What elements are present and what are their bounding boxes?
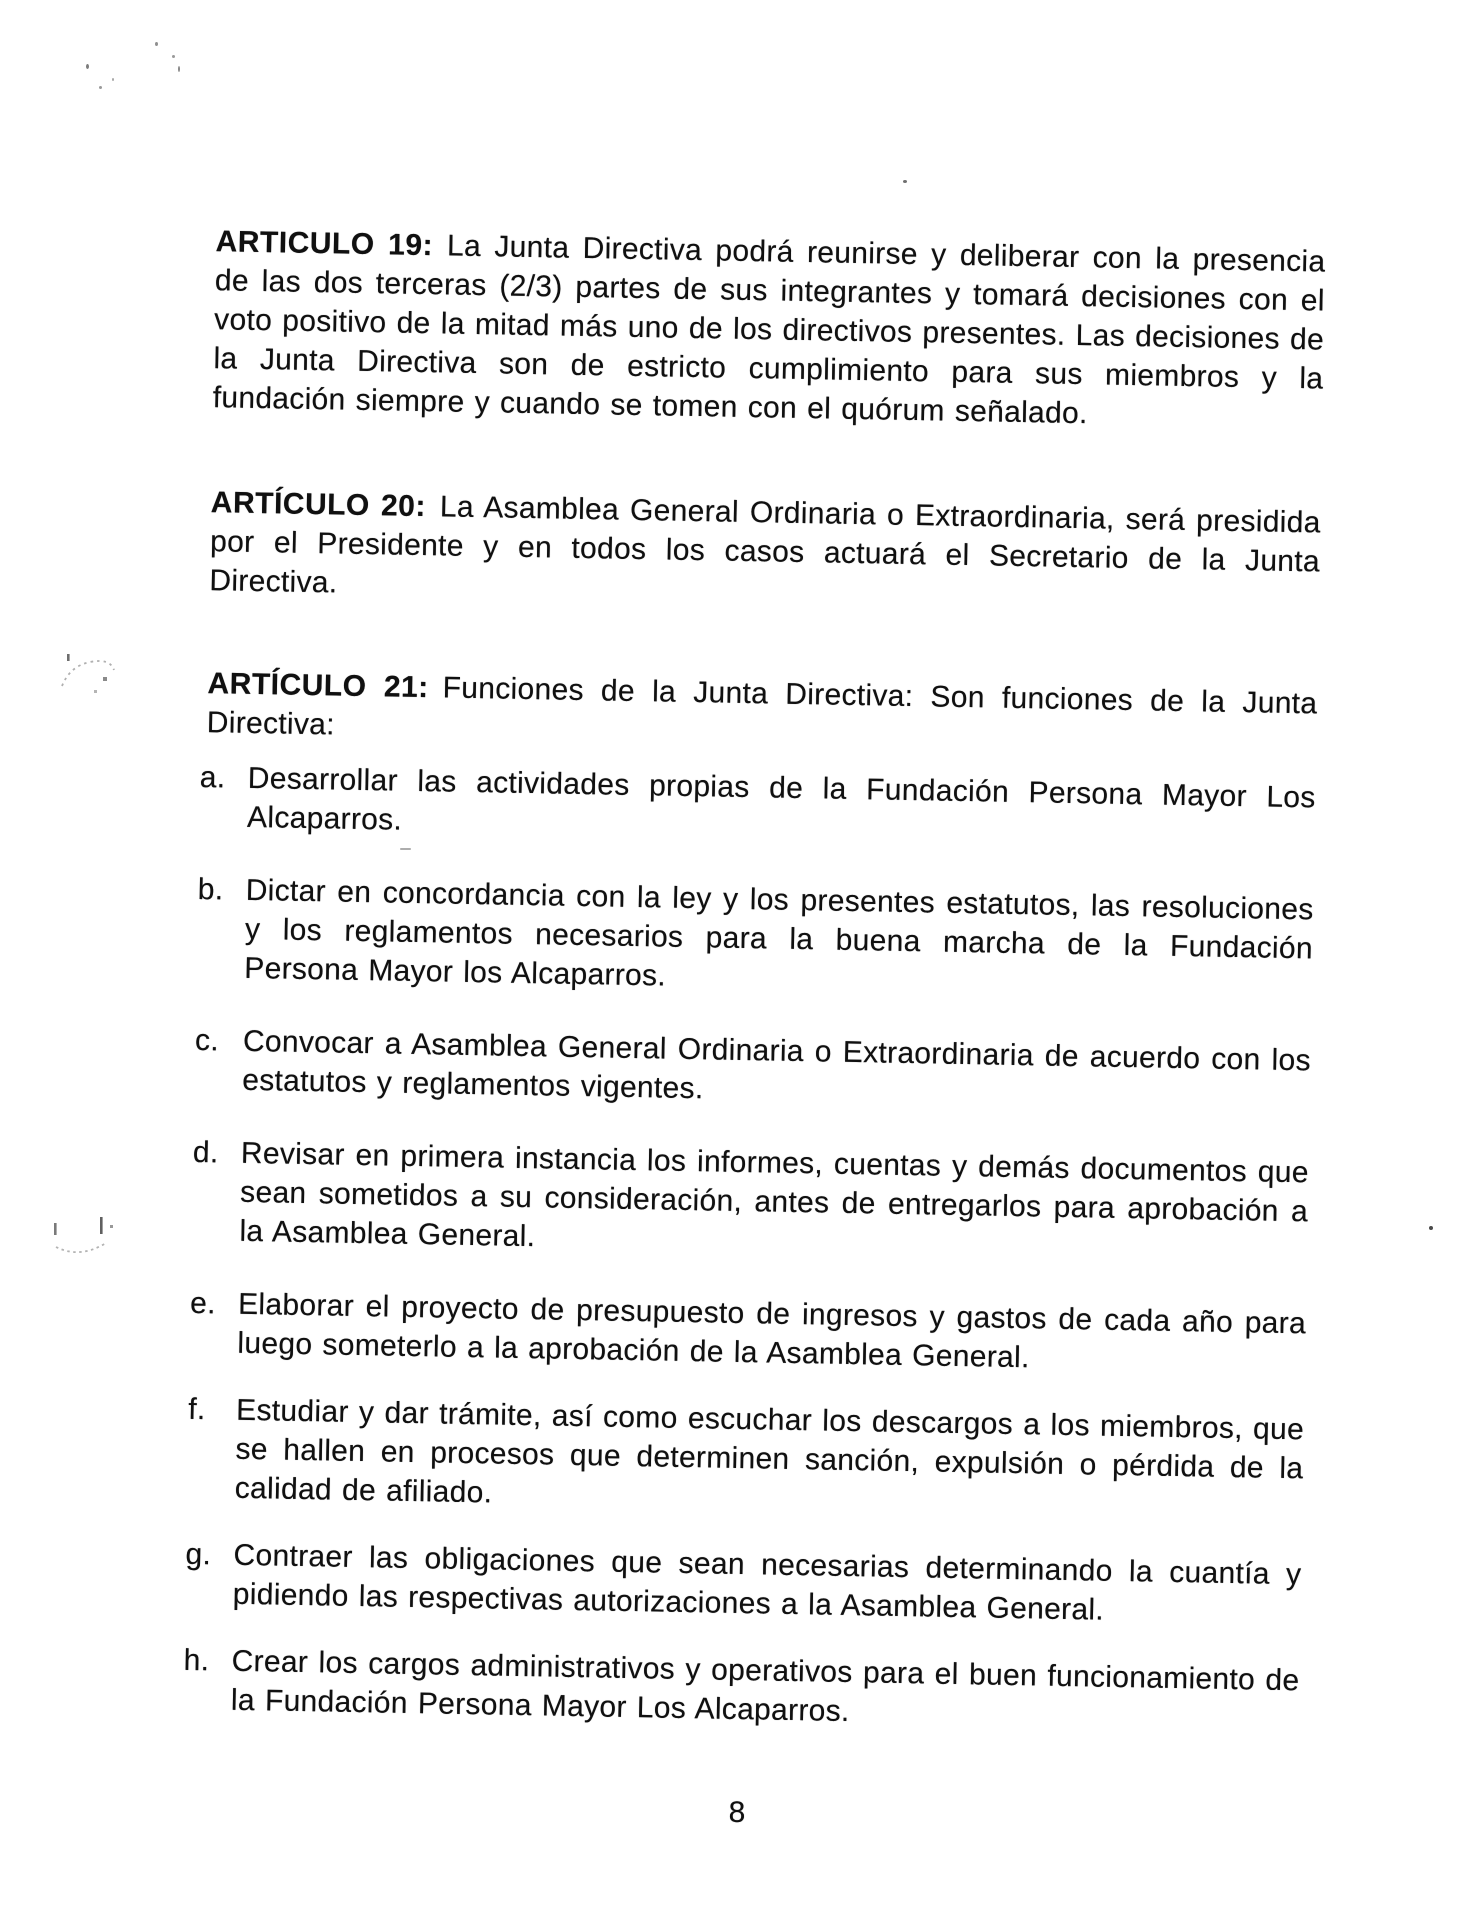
list-item-text: Crear los cargos administrativos y operativos para el buen funcionamiento de la Fundación Persona Mayor Los Alcaparros. bbox=[230, 1644, 1300, 1729]
list-item-text: Contraer las obligaciones que sean necesarias determinando la cuantía y pidiendo las respectivas autorizaciones a la Asamblea General. bbox=[232, 1538, 1302, 1627]
scan-speckle bbox=[1429, 1226, 1433, 1230]
list-item-b bbox=[192, 870, 1314, 1008]
article-20-body: La Asamblea General Ordinaria o Extraordinaria, será presidida por el Presidente y en todos los casos actuará el Secretario de la Junta Directiva. bbox=[209, 490, 1321, 600]
list-item-d bbox=[187, 1133, 1309, 1271]
article-21 bbox=[196, 664, 1317, 763]
scan-speckle bbox=[903, 180, 907, 183]
list-item-c bbox=[190, 1021, 1311, 1120]
scan-speckle bbox=[112, 78, 114, 81]
article-21-body: Funciones de la Junta Directiva: Son funciones de la Junta Directiva: bbox=[206, 671, 1318, 742]
scan-speckle bbox=[99, 86, 102, 89]
article-20-heading: ARTÍCULO 20: bbox=[210, 486, 427, 524]
list-item-marker: h. bbox=[183, 1643, 210, 1678]
list-item-text: Convocar a Asamblea General Ordinaria o Extraordinaria de acuerdo con los estatutos y reglamentos vigentes. bbox=[241, 1024, 1312, 1106]
list-item-text: Revisar en primera instancia los informes, cuentas y demás documentos que sean sometidos a su consideración, antes de entregarlos para aprobación a la Asamblea General. bbox=[239, 1136, 1310, 1254]
list-item-marker: a. bbox=[199, 760, 226, 795]
list-item-marker: d. bbox=[192, 1135, 219, 1170]
article-21-heading: ARTÍCULO 21: bbox=[207, 667, 430, 705]
scan-speckle bbox=[172, 55, 175, 58]
list-item-marker: e. bbox=[189, 1286, 217, 1321]
list-item-text: Dictar en concordancia con la ley y los presentes estatutos, las resoluciones y los reglamentos necesarios para la buena marcha de la Fundación Persona Mayor los Alcaparros. bbox=[244, 873, 1314, 993]
list-item-a bbox=[195, 758, 1316, 857]
page-content bbox=[178, 222, 1326, 1773]
list-item-h bbox=[179, 1641, 1300, 1740]
list-item-g bbox=[181, 1535, 1302, 1634]
list-item-marker: g. bbox=[185, 1537, 212, 1572]
list-item-marker: c. bbox=[194, 1023, 220, 1058]
list-item-text: Desarrollar las actividades propias de la Fundación Persona Mayor Los Alcaparros. bbox=[246, 761, 1316, 837]
article-19-heading: ARTICULO 19: bbox=[215, 225, 434, 263]
list-item-text: Estudiar y dar trámite, así como escuchar los descargos a los miembros, que se hallen en procesos que determinen sanción, expulsión o pérdida de la calidad de afiliado. bbox=[234, 1393, 1305, 1510]
list-item-marker: f. bbox=[187, 1392, 206, 1427]
article-19-body: La Junta Directiva podrá reunirse y deliberar con la presencia de las dos terceras (2/3) partes de sus integrantes y tomará decisiones con el voto positivo de la mitad más uno de los directivos presentes. Las decisiones de la Junta Directiva son de estricto cumplimiento para sus miembros y la fundación siempre y cuando se tomen con el quórum señalado. bbox=[212, 229, 1326, 431]
margin-pencil-mark bbox=[42, 1215, 126, 1263]
article-19 bbox=[202, 222, 1325, 437]
scan-speckle bbox=[155, 42, 158, 46]
list-item-e bbox=[185, 1284, 1306, 1383]
page-number: 8 bbox=[728, 1796, 746, 1829]
scan-speckle bbox=[86, 64, 89, 69]
list-item-marker: b. bbox=[197, 872, 224, 907]
list-item-text: Elaborar el proyecto de presupuesto de ingresos y gastos de cada año para luego someterlo a la aprobación de la Asamblea General. bbox=[237, 1287, 1307, 1375]
article-20 bbox=[199, 483, 1321, 621]
margin-pencil-mark bbox=[50, 650, 120, 702]
scan-speckle bbox=[178, 66, 180, 72]
list-item-f bbox=[182, 1390, 1304, 1528]
